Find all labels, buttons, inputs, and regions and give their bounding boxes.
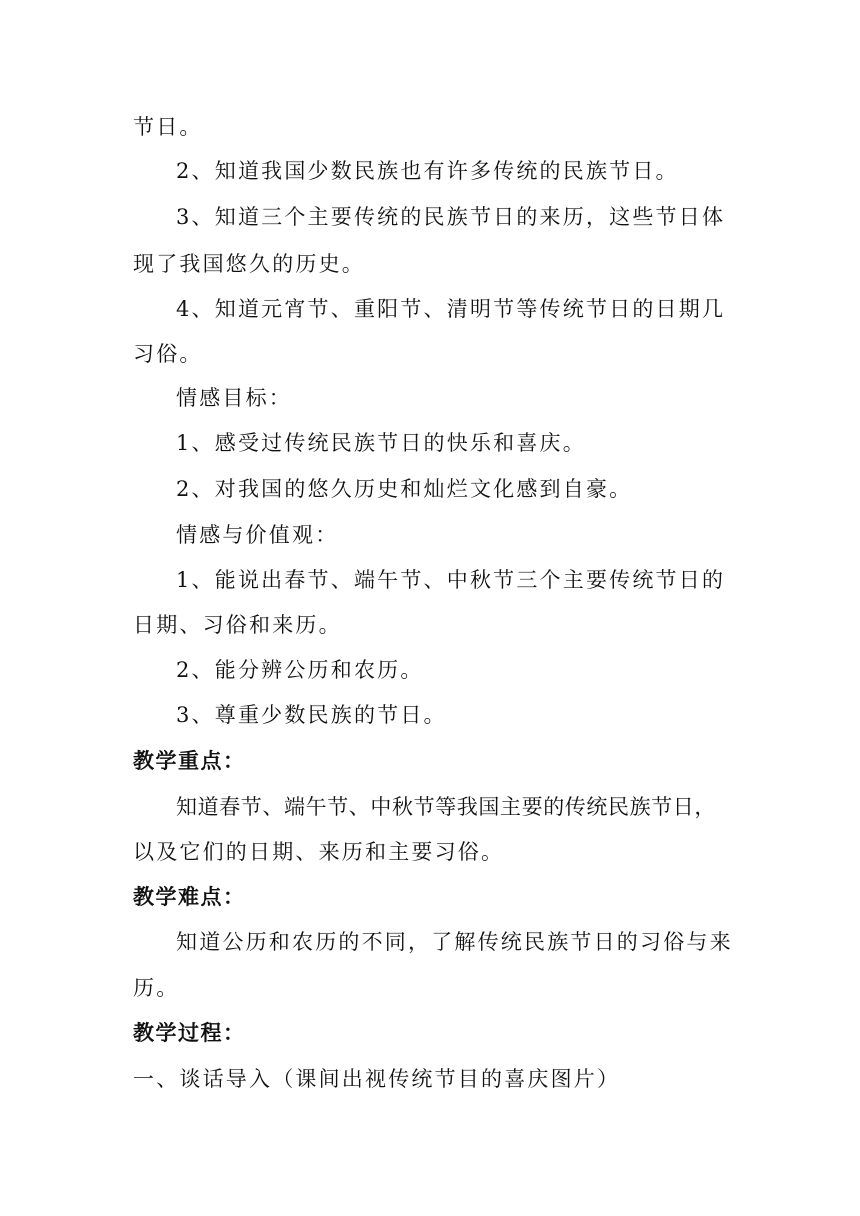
subheading-values: 情感与价值观：: [176, 523, 339, 547]
paragraph-line: 以及它们的日期、来历和主要习俗。: [133, 840, 505, 864]
objective-item: 1、能说出春节、端午节、中秋节三个主要传统节日的: [176, 568, 726, 592]
objective-item: 2、能分辨公历和农历。: [176, 658, 424, 682]
text-line: 习俗。: [133, 342, 203, 366]
subheading-emotional-goals: 情感目标：: [176, 386, 292, 410]
objective-item: 2、知道我国少数民族也有许多传统的民族节日。: [176, 159, 679, 183]
section-heading-key-points: 教学重点：: [133, 749, 246, 773]
objective-item: 4、知道元宵节、重阳节、清明节等传统节日的日期几: [176, 297, 726, 321]
objective-item: 3、知道三个主要传统的民族节日的来历，这些节日体: [176, 205, 726, 229]
process-step: 一、谈话导入（课间出视传统节目的喜庆图片）: [133, 1067, 621, 1091]
text-line: 节日。: [133, 115, 203, 139]
paragraph-line: 知道公历和农历的不同，了解传统民族节日的习俗与来: [176, 930, 733, 954]
objective-item: 3、尊重少数民族的节日。: [176, 703, 447, 727]
paragraph-line: 知道春节、端午节、中秋节等我国主要的传统民族节日，: [176, 795, 716, 819]
objective-item: 1、感受过传统民族节日的快乐和喜庆。: [176, 431, 586, 455]
text-line: 现了我国悠久的历史。: [133, 252, 365, 276]
paragraph-line: 历。: [133, 976, 180, 1000]
objective-item: 2、对我国的悠久历史和灿烂文化感到自豪。: [176, 477, 633, 501]
section-heading-difficulties: 教学难点：: [133, 885, 246, 909]
section-heading-process: 教学过程：: [133, 1021, 246, 1045]
text-line: 日期、习俗和来历。: [133, 613, 342, 637]
